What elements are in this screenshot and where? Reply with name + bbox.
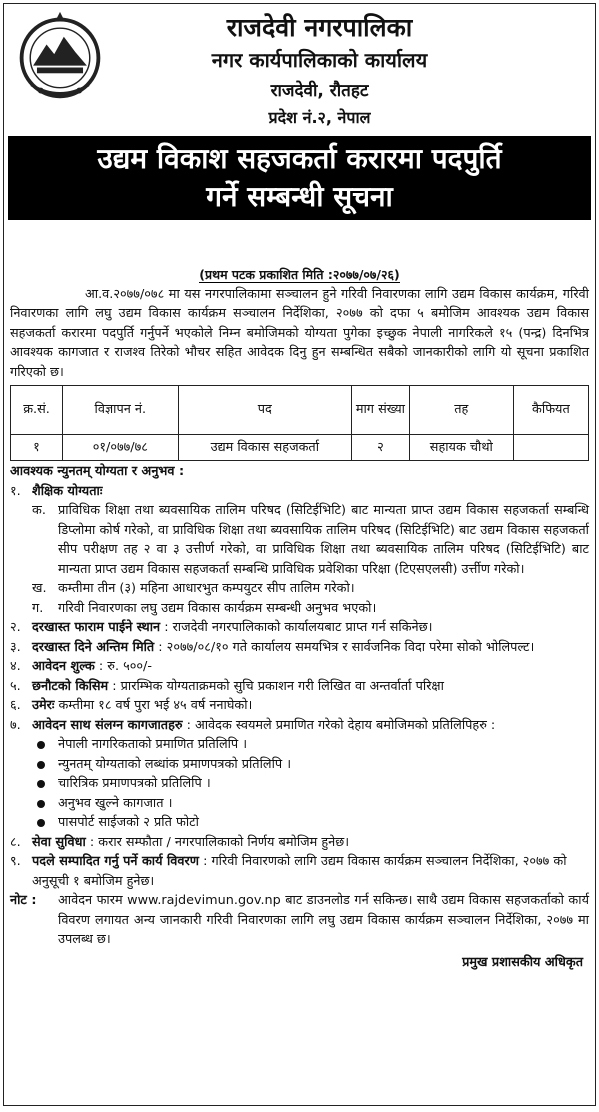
office-location: राजदेवी, रौतहट (270, 81, 369, 101)
item-text: : रु. ५००/- (94, 659, 152, 674)
item-title: पदले सम्पादित गर्नु पर्ने कार्य विवरण (32, 854, 200, 869)
cell-post: उद्यम विकास सहजकर्ता (178, 435, 351, 461)
bullet-icon (37, 800, 45, 808)
col-header-demand: माग संख्या (352, 386, 410, 435)
list-item (10, 696, 589, 716)
bullet-icon (37, 819, 45, 827)
item-title: आवेदन शुल्क (32, 659, 95, 674)
cell-ad-no: ०१/०७७/७८ (63, 435, 179, 461)
item-text: कम्तीमा १८ वर्ष पुरा भई ४५ वर्ष ननाघेको। (54, 698, 253, 713)
item-number: ९. (10, 854, 21, 869)
item-text: : प्रारम्भिक योग्यताक्रमको सुचि प्रकाशन गरी लिखित वा अन्तर्वार्ता परिक्षा (108, 678, 444, 694)
item-number: १. (10, 483, 21, 499)
item-number: ६. (10, 698, 21, 713)
cell-demand: २ (352, 435, 410, 461)
notice-body (10, 268, 589, 972)
requirements-title: आवश्यक न्युनतम् योग्यता र अनुभव : (10, 464, 185, 479)
municipality-name: राजदेवी नगरपालिका (226, 13, 413, 42)
col-header-level: तह (409, 386, 513, 435)
bullet-item: अनुभव खुल्ने कागजात । (10, 794, 589, 814)
bullet-item: नेपाली नागरिकताको प्रमाणित प्रतिलिपि । (10, 735, 589, 755)
item-title: सेवा सुविधा (32, 834, 86, 850)
table-row (11, 435, 589, 461)
notice-title-line1: उद्यम विकाश सहजकर्ता करारमा पदपुर्ति (97, 142, 502, 175)
list-item (10, 657, 589, 677)
item-number: ४. (10, 659, 21, 674)
bullet-item: चारित्रिक प्रमाणपत्रको प्रतिलिपि । (10, 774, 589, 794)
col-header-sn: क्र.सं. (11, 386, 63, 435)
item-number: ३. (10, 639, 21, 655)
col-header-post: पद (178, 386, 351, 435)
note-label: नोट : (10, 893, 37, 908)
sub-item-label: क. (32, 503, 46, 518)
office-name: नगर कार्यपालिकाको कार्यालय (211, 48, 428, 72)
notice-page (3, 3, 596, 1106)
table-header-row (11, 386, 589, 435)
item-text: : २०७७/०८/१० गते कार्यालय समयभित्र र सार्वजनिक विदा परेमा सोको भोलिपल्ट। (154, 639, 535, 655)
item-text: : करार सम्फौता / नगरपालिकाको निर्णय बमोजिम हुनेछ। (85, 834, 350, 850)
col-header-remarks: कैफियत (513, 386, 588, 435)
item-number: ८. (10, 834, 21, 850)
item-number: ७. (10, 717, 21, 733)
bullet-item: न्युनतम् योग्यताको लब्धांक प्रमाणपत्रको प्रतिलिपि । (10, 755, 589, 775)
sub-item-text: गरिवी निवारणका लघु उद्यम विकास कार्यक्रम सम्बन्धी अनुभव भएको। (58, 600, 377, 616)
item-text: : राजदेवी नगरपालिकाको कार्यालयबाट प्राप्त गर्न सकिनेछ। (160, 620, 433, 635)
notice-title-banner (8, 136, 591, 220)
sub-item-label: ग. (32, 600, 44, 616)
item-text: : गरिवी निवारणको लागि उद्यम विकास कार्यक्रम सञ्चालन निर्देशिका, २०७७ को अनुसूची १ बमोजिम हुनेछ। (32, 854, 567, 889)
item-number: २. (10, 620, 21, 635)
cell-sn: १ (11, 435, 63, 461)
bullet-icon (37, 761, 45, 769)
note (10, 891, 589, 950)
vacancy-table (10, 385, 589, 461)
bullet-item: पासपोर्ट साईजको २ प्रति फोटो (10, 813, 589, 833)
bullet-icon (37, 741, 45, 749)
sub-item-text: कम्तीमा तीन (३) महिना आधारभुत कम्पयुटर सीप तालिम गरेको। (58, 581, 355, 596)
published-date: (प्रथम पटक प्रकाशित मिति :२०७७/०७/२६) (199, 267, 400, 282)
sub-item (10, 501, 589, 579)
item-number: ५. (10, 678, 21, 694)
sub-item-text: प्राविधिक शिक्षा तथा ब्यवसायिक तालिम परिषद (सिटिईभिटि) बाट मान्यता प्राप्त उद्यम विकास सहजकर्ता सम्बन्धि डिप्लोमा कोर्ष गरेको, वा प्राविधिक शिक्षा तथा ब्यवसायिक तालिम परिषद (सिटिईभिटि) बाट उद्यम विकास सहजकर्ता सीप परीक्षण तह २ वा ३ उत्तीर्ण गरेको, वा प्राविधिक शिक्षा तथा ब्यवसायिक तालिम परिषद (सिटिईभिटि) बाट मान्यता प्राप्त उद्यम विकास सहजकर्ता सम्बन्धि प्राविधिक प्रवेशिका परिक्षा (टिएसएलसी) उर्त्तीण गरेको। (58, 503, 589, 577)
sub-item (10, 599, 589, 619)
cell-remarks (513, 435, 588, 461)
cell-level: सहायक चौथो (409, 435, 513, 461)
province: प्रदेश नं.२, नेपाल (268, 108, 371, 127)
list-item (10, 716, 589, 736)
col-header-ad-no: विज्ञापन नं. (63, 386, 179, 435)
list-item (10, 638, 589, 658)
list-item (10, 852, 589, 891)
list-item (10, 482, 589, 502)
bullet-icon (37, 780, 45, 788)
signature-title: प्रमुख प्रशासकीय अधिकृत (462, 954, 583, 970)
note-text: आवेदन फारम www.rajdevimun.gov.np बाट डाउनलोड गर्न सकिन्छ। साथै उद्यम विकास सहजकर्ताको कार्य विवरण लगायत अन्य जानकारी गरिवी निवारणका लागि लघु उद्यम विकास कार्यक्रम सञ्चालन निर्देशिका, २०७७ मा उपलब्ध छ। (58, 893, 589, 947)
sub-item-label: ख. (32, 581, 47, 596)
item-title: दरखास्त दिने अन्तिम मिति (32, 639, 155, 655)
list-item (10, 618, 589, 638)
item-title: शैक्षिक योग्यताः (32, 483, 103, 499)
sub-item (10, 579, 589, 599)
item-title: उमेरः (32, 698, 55, 713)
list-item (10, 677, 589, 697)
list-item (10, 833, 589, 853)
header (4, 4, 595, 213)
item-title: दरखास्त फाराम पाईने स्थान (32, 620, 161, 635)
intro-paragraph: आ.व.२०७७/०७८ मा यस नगरपालिकामा सञ्चालन हुने गरिवी निवारणका लागि उद्यम विकास कार्यक्रम, गरिवी निवारणका लागि लघु उद्यम विकास कार्यक्रम सञ्चालन निर्देशिका, २०७७ को दफा ५ बमोजिम आवश्यक उद्यम विकास सहजकर्ता करारमा पदपुर्ति गर्नुपर्ने भएकोले निम्न बमोजिमको योग्यता पुगेका इच्छुक नेपाली नागरिकले १५ (पन्द्र) दिनभित्र आवश्यक कागजात र राजश्व तिरेको भौचर सहित आवेदक दिनु हुन सम्बन्धित सबैको जानकारीको लागि यो सूचना प्रकाशित गरिएको छ। (10, 286, 589, 380)
item-title: छनौटको किसिम (32, 678, 109, 694)
item-text: : आवेदक स्वयमले प्रमाणित गरेको देहाय बमोजिमको प्रतिलिपिहरु : (182, 717, 496, 733)
notice-title-line2: गर्ने सम्बन्धी सूचना (206, 180, 393, 213)
item-title: आवेदन साथ संलग्न कागजातहरु (32, 717, 183, 733)
